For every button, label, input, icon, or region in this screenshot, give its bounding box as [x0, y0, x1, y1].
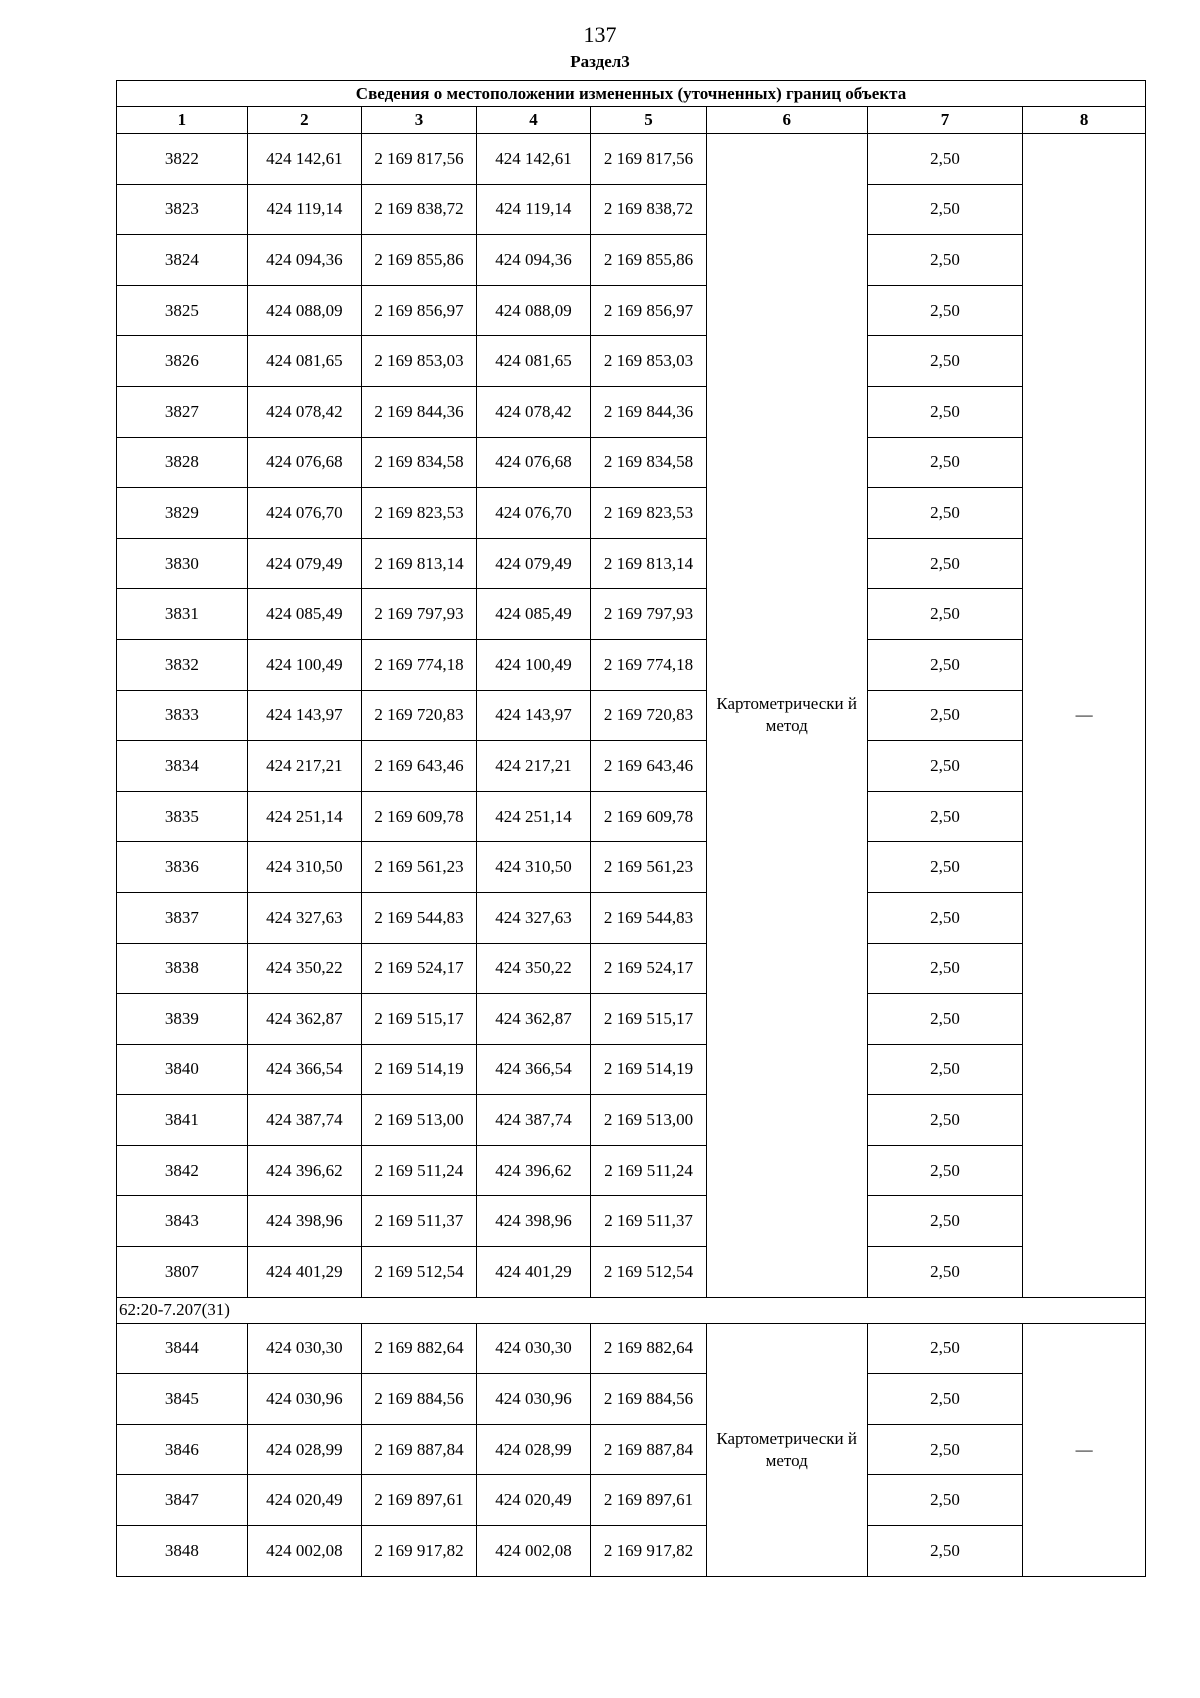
x-coordinate-refined: 424 387,74 [476, 1095, 591, 1146]
point-number: 3828 [117, 437, 248, 488]
x-coordinate-refined: 424 119,14 [476, 184, 591, 235]
y-coordinate-refined: 2 169 917,82 [591, 1526, 707, 1577]
x-coordinate-refined: 424 094,36 [476, 235, 591, 286]
y-coordinate-refined: 2 169 561,23 [591, 842, 707, 893]
group-label: 62:20-7.207(31) [117, 1297, 1146, 1323]
y-coordinate-refined: 2 169 524,17 [591, 943, 707, 994]
y-coordinate-existing: 2 169 561,23 [362, 842, 477, 893]
column-number: 7 [867, 107, 1023, 134]
table-row [117, 134, 1146, 185]
x-coordinate-existing: 424 362,87 [247, 994, 362, 1045]
x-coordinate-refined: 424 002,08 [476, 1526, 591, 1577]
y-coordinate-refined: 2 169 844,36 [591, 386, 707, 437]
x-coordinate-existing: 424 002,08 [247, 1526, 362, 1577]
x-coordinate-existing: 424 327,63 [247, 892, 362, 943]
y-coordinate-existing: 2 169 838,72 [362, 184, 477, 235]
x-coordinate-existing: 424 076,70 [247, 488, 362, 539]
accuracy-value: 2,50 [867, 437, 1023, 488]
accuracy-value: 2,50 [867, 741, 1023, 792]
point-number: 3847 [117, 1475, 248, 1526]
x-coordinate-refined: 424 366,54 [476, 1044, 591, 1095]
x-coordinate-existing: 424 030,30 [247, 1323, 362, 1374]
y-coordinate-refined: 2 169 823,53 [591, 488, 707, 539]
x-coordinate-refined: 424 030,30 [476, 1323, 591, 1374]
accuracy-value: 2,50 [867, 386, 1023, 437]
x-coordinate-existing: 424 251,14 [247, 791, 362, 842]
y-coordinate-existing: 2 169 884,56 [362, 1374, 477, 1425]
method-cell: Картометрически й метод [706, 134, 867, 1298]
y-coordinate-existing: 2 169 844,36 [362, 386, 477, 437]
point-number: 3823 [117, 184, 248, 235]
y-coordinate-refined: 2 169 774,18 [591, 639, 707, 690]
table-row [117, 285, 1146, 336]
point-number: 3842 [117, 1145, 248, 1196]
x-coordinate-existing: 424 085,49 [247, 589, 362, 640]
accuracy-value: 2,50 [867, 1095, 1023, 1146]
y-coordinate-existing: 2 169 917,82 [362, 1526, 477, 1577]
point-number: 3824 [117, 235, 248, 286]
accuracy-value: 2,50 [867, 1044, 1023, 1095]
table-row [117, 1323, 1146, 1374]
point-number: 3826 [117, 336, 248, 387]
y-coordinate-existing: 2 169 609,78 [362, 791, 477, 842]
x-coordinate-existing: 424 020,49 [247, 1475, 362, 1526]
point-number: 3831 [117, 589, 248, 640]
x-coordinate-existing: 424 350,22 [247, 943, 362, 994]
y-coordinate-existing: 2 169 797,93 [362, 589, 477, 640]
table-row [117, 437, 1146, 488]
point-number: 3833 [117, 690, 248, 741]
y-coordinate-existing: 2 169 514,19 [362, 1044, 477, 1095]
column-number: 4 [476, 107, 591, 134]
y-coordinate-existing: 2 169 813,14 [362, 538, 477, 589]
accuracy-value: 2,50 [867, 589, 1023, 640]
table-row [117, 184, 1146, 235]
section-title: Раздел3 [570, 52, 630, 71]
accuracy-value: 2,50 [867, 538, 1023, 589]
point-number: 3827 [117, 386, 248, 437]
y-coordinate-existing: 2 169 511,24 [362, 1145, 477, 1196]
y-coordinate-existing: 2 169 855,86 [362, 235, 477, 286]
point-number: 3832 [117, 639, 248, 690]
x-coordinate-refined: 424 143,97 [476, 690, 591, 741]
accuracy-value: 2,50 [867, 1247, 1023, 1298]
accuracy-value: 2,50 [867, 285, 1023, 336]
boundary-table [116, 80, 1146, 1577]
accuracy-value: 2,50 [867, 690, 1023, 741]
y-coordinate-existing: 2 169 897,61 [362, 1475, 477, 1526]
point-number: 3848 [117, 1526, 248, 1577]
y-coordinate-existing: 2 169 887,84 [362, 1424, 477, 1475]
point-number: 3844 [117, 1323, 248, 1374]
y-coordinate-existing: 2 169 720,83 [362, 690, 477, 741]
point-number: 3836 [117, 842, 248, 893]
table-row [117, 538, 1146, 589]
x-coordinate-refined: 424 088,09 [476, 285, 591, 336]
y-coordinate-existing: 2 169 524,17 [362, 943, 477, 994]
point-number: 3830 [117, 538, 248, 589]
table-row [117, 1044, 1146, 1095]
y-coordinate-refined: 2 169 514,19 [591, 1044, 707, 1095]
accuracy-value: 2,50 [867, 1323, 1023, 1374]
x-coordinate-existing: 424 030,96 [247, 1374, 362, 1425]
point-number: 3846 [117, 1424, 248, 1475]
column-8-cell: — [1023, 134, 1146, 1298]
point-number: 3838 [117, 943, 248, 994]
point-number: 3845 [117, 1374, 248, 1425]
table-row [117, 690, 1146, 741]
accuracy-value: 2,50 [867, 235, 1023, 286]
y-coordinate-existing: 2 169 513,00 [362, 1095, 477, 1146]
y-coordinate-existing: 2 169 856,97 [362, 285, 477, 336]
x-coordinate-existing: 424 094,36 [247, 235, 362, 286]
column-number: 3 [362, 107, 477, 134]
x-coordinate-existing: 424 396,62 [247, 1145, 362, 1196]
table-row [117, 1145, 1146, 1196]
column-number: 2 [247, 107, 362, 134]
table-row [117, 488, 1146, 539]
y-coordinate-existing: 2 169 515,17 [362, 994, 477, 1045]
point-number: 3843 [117, 1196, 248, 1247]
x-coordinate-refined: 424 076,70 [476, 488, 591, 539]
y-coordinate-refined: 2 169 797,93 [591, 589, 707, 640]
point-number: 3807 [117, 1247, 248, 1298]
y-coordinate-existing: 2 169 774,18 [362, 639, 477, 690]
y-coordinate-existing: 2 169 512,54 [362, 1247, 477, 1298]
accuracy-value: 2,50 [867, 1196, 1023, 1247]
point-number: 3829 [117, 488, 248, 539]
table-row [117, 842, 1146, 893]
point-number: 3841 [117, 1095, 248, 1146]
x-coordinate-existing: 424 142,61 [247, 134, 362, 185]
accuracy-value: 2,50 [867, 994, 1023, 1045]
x-coordinate-existing: 424 387,74 [247, 1095, 362, 1146]
x-coordinate-refined: 424 396,62 [476, 1145, 591, 1196]
x-coordinate-refined: 424 350,22 [476, 943, 591, 994]
x-coordinate-existing: 424 401,29 [247, 1247, 362, 1298]
table-row [117, 639, 1146, 690]
point-number: 3822 [117, 134, 248, 185]
x-coordinate-refined: 424 030,96 [476, 1374, 591, 1425]
accuracy-value: 2,50 [867, 842, 1023, 893]
table-row [117, 1526, 1146, 1577]
x-coordinate-refined: 424 081,65 [476, 336, 591, 387]
x-coordinate-refined: 424 217,21 [476, 741, 591, 792]
point-number: 3825 [117, 285, 248, 336]
y-coordinate-refined: 2 169 838,72 [591, 184, 707, 235]
y-coordinate-refined: 2 169 887,84 [591, 1424, 707, 1475]
table-row [117, 1196, 1146, 1247]
x-coordinate-existing: 424 366,54 [247, 1044, 362, 1095]
x-coordinate-existing: 424 398,96 [247, 1196, 362, 1247]
y-coordinate-refined: 2 169 515,17 [591, 994, 707, 1045]
column-number: 8 [1023, 107, 1146, 134]
accuracy-value: 2,50 [867, 1526, 1023, 1577]
y-coordinate-existing: 2 169 643,46 [362, 741, 477, 792]
table-row [117, 943, 1146, 994]
x-coordinate-refined: 424 310,50 [476, 842, 591, 893]
x-coordinate-refined: 424 020,49 [476, 1475, 591, 1526]
column-8-cell: — [1023, 1323, 1146, 1576]
accuracy-value: 2,50 [867, 1475, 1023, 1526]
method-cell: Картометрически й метод [706, 1323, 867, 1576]
y-coordinate-refined: 2 169 513,00 [591, 1095, 707, 1146]
y-coordinate-existing: 2 169 511,37 [362, 1196, 477, 1247]
y-coordinate-existing: 2 169 817,56 [362, 134, 477, 185]
table-row [117, 741, 1146, 792]
x-coordinate-refined: 424 078,42 [476, 386, 591, 437]
table-title: Сведения о местоположении измененных (уточненных) границ объекта [117, 81, 1146, 107]
table-row [117, 1374, 1146, 1425]
y-coordinate-existing: 2 169 882,64 [362, 1323, 477, 1374]
point-number: 3835 [117, 791, 248, 842]
point-number: 3837 [117, 892, 248, 943]
table-row [117, 589, 1146, 640]
x-coordinate-existing: 424 081,65 [247, 336, 362, 387]
x-coordinate-refined: 424 398,96 [476, 1196, 591, 1247]
y-coordinate-existing: 2 169 823,53 [362, 488, 477, 539]
x-coordinate-existing: 424 076,68 [247, 437, 362, 488]
x-coordinate-existing: 424 079,49 [247, 538, 362, 589]
y-coordinate-refined: 2 169 720,83 [591, 690, 707, 741]
y-coordinate-refined: 2 169 853,03 [591, 336, 707, 387]
table-row [117, 1475, 1146, 1526]
accuracy-value: 2,50 [867, 1145, 1023, 1196]
y-coordinate-refined: 2 169 544,83 [591, 892, 707, 943]
y-coordinate-refined: 2 169 643,46 [591, 741, 707, 792]
x-coordinate-refined: 424 028,99 [476, 1424, 591, 1475]
x-coordinate-refined: 424 251,14 [476, 791, 591, 842]
accuracy-value: 2,50 [867, 134, 1023, 185]
accuracy-value: 2,50 [867, 184, 1023, 235]
point-number: 3840 [117, 1044, 248, 1095]
column-number: 5 [591, 107, 707, 134]
x-coordinate-existing: 424 028,99 [247, 1424, 362, 1475]
y-coordinate-refined: 2 169 855,86 [591, 235, 707, 286]
column-number-row [117, 107, 1146, 134]
x-coordinate-refined: 424 327,63 [476, 892, 591, 943]
x-coordinate-existing: 424 217,21 [247, 741, 362, 792]
x-coordinate-existing: 424 078,42 [247, 386, 362, 437]
column-number: 6 [706, 107, 867, 134]
y-coordinate-existing: 2 169 834,58 [362, 437, 477, 488]
y-coordinate-refined: 2 169 856,97 [591, 285, 707, 336]
x-coordinate-existing: 424 310,50 [247, 842, 362, 893]
point-number: 3839 [117, 994, 248, 1045]
x-coordinate-refined: 424 142,61 [476, 134, 591, 185]
y-coordinate-refined: 2 169 609,78 [591, 791, 707, 842]
table-row [117, 336, 1146, 387]
accuracy-value: 2,50 [867, 1424, 1023, 1475]
y-coordinate-refined: 2 169 884,56 [591, 1374, 707, 1425]
y-coordinate-refined: 2 169 511,37 [591, 1196, 707, 1247]
accuracy-value: 2,50 [867, 892, 1023, 943]
accuracy-value: 2,50 [867, 791, 1023, 842]
x-coordinate-existing: 424 119,14 [247, 184, 362, 235]
table-row [117, 235, 1146, 286]
x-coordinate-refined: 424 100,49 [476, 639, 591, 690]
x-coordinate-refined: 424 079,49 [476, 538, 591, 589]
y-coordinate-existing: 2 169 853,03 [362, 336, 477, 387]
x-coordinate-refined: 424 362,87 [476, 994, 591, 1045]
y-coordinate-refined: 2 169 512,54 [591, 1247, 707, 1298]
accuracy-value: 2,50 [867, 336, 1023, 387]
group-header-row [117, 1297, 1146, 1323]
table-row [117, 386, 1146, 437]
point-number: 3834 [117, 741, 248, 792]
accuracy-value: 2,50 [867, 488, 1023, 539]
accuracy-value: 2,50 [867, 943, 1023, 994]
y-coordinate-refined: 2 169 882,64 [591, 1323, 707, 1374]
x-coordinate-existing: 424 143,97 [247, 690, 362, 741]
y-coordinate-existing: 2 169 544,83 [362, 892, 477, 943]
table-row [117, 1424, 1146, 1475]
accuracy-value: 2,50 [867, 1374, 1023, 1425]
y-coordinate-refined: 2 169 813,14 [591, 538, 707, 589]
table-row [117, 994, 1146, 1045]
x-coordinate-refined: 424 085,49 [476, 589, 591, 640]
column-number: 1 [117, 107, 248, 134]
page-number: 137 [583, 22, 617, 47]
y-coordinate-refined: 2 169 834,58 [591, 437, 707, 488]
accuracy-value: 2,50 [867, 639, 1023, 690]
table-row [117, 1247, 1146, 1298]
table-row [117, 892, 1146, 943]
x-coordinate-existing: 424 100,49 [247, 639, 362, 690]
x-coordinate-refined: 424 401,29 [476, 1247, 591, 1298]
table-row [117, 1095, 1146, 1146]
y-coordinate-refined: 2 169 817,56 [591, 134, 707, 185]
table-row [117, 791, 1146, 842]
x-coordinate-existing: 424 088,09 [247, 285, 362, 336]
x-coordinate-refined: 424 076,68 [476, 437, 591, 488]
y-coordinate-refined: 2 169 897,61 [591, 1475, 707, 1526]
y-coordinate-refined: 2 169 511,24 [591, 1145, 707, 1196]
table-body [117, 134, 1146, 1577]
